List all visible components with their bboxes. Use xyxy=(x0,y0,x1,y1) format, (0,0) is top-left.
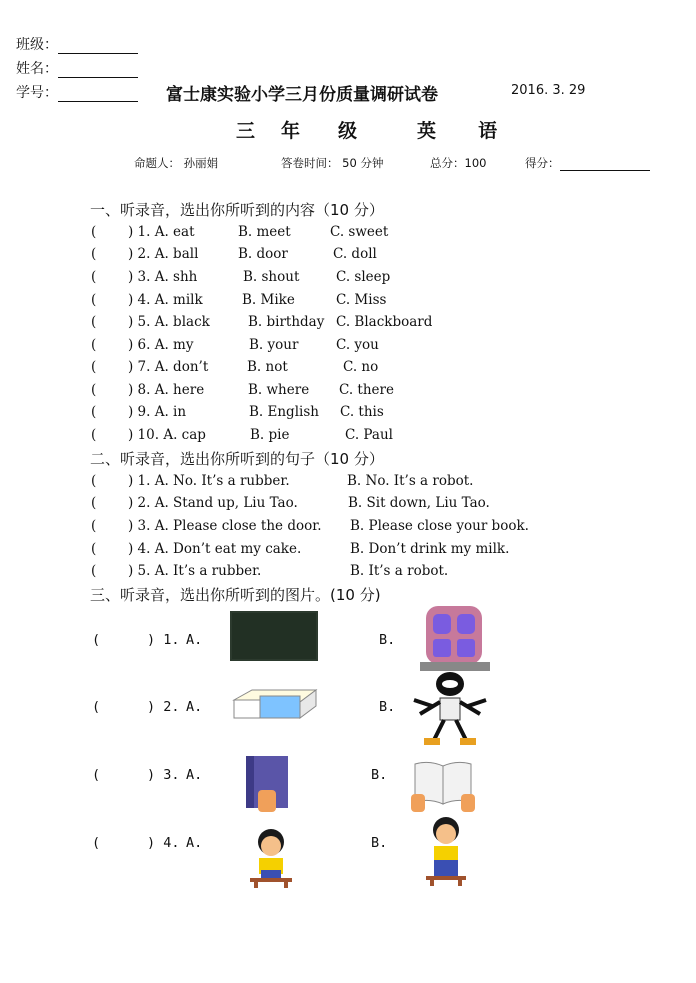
answer-bracket[interactable]: ( xyxy=(91,224,97,240)
question-option-b: B. not xyxy=(247,359,288,375)
question-option-b: B. shout xyxy=(243,269,300,285)
sentence-option-a: ) 5. A. It’s a rubber. xyxy=(128,563,262,579)
answer-bracket[interactable]: ( xyxy=(91,495,97,511)
answer-bracket[interactable]: ( xyxy=(91,292,97,308)
id-blank[interactable] xyxy=(58,87,138,102)
question-option-b: B. your xyxy=(249,337,299,353)
question-option-b: B. pie xyxy=(250,427,290,443)
answer-bracket[interactable]: ( xyxy=(91,404,97,420)
open-book-picture[interactable] xyxy=(411,758,475,814)
answer-bracket[interactable]: ( xyxy=(92,699,101,715)
question-option-a: ) 1. A. eat xyxy=(128,224,195,240)
question-option-c: C. this xyxy=(340,404,384,420)
answer-bracket[interactable]: ( xyxy=(91,541,97,557)
picture-option-a-label: A. xyxy=(186,835,203,851)
question-option-a: ) 9. A. in xyxy=(128,404,187,420)
question-option-b: B. door xyxy=(238,246,288,262)
sentence-option-b: B. Sit down, Liu Tao. xyxy=(348,495,490,511)
answer-bracket[interactable]: ( xyxy=(91,382,97,398)
question-option-c: C. sweet xyxy=(330,224,389,240)
answer-bracket[interactable]: ( xyxy=(91,314,97,330)
question-option-a: ) 5. A. black xyxy=(128,314,210,330)
question-option-a: ) 7. A. don’t xyxy=(128,359,209,375)
name-label: 姓名： xyxy=(16,61,58,77)
boy-sitting-picture[interactable] xyxy=(246,826,296,888)
answer-bracket[interactable]: ( xyxy=(91,563,97,579)
question-option-c: C. Miss xyxy=(336,292,387,308)
answer-bracket[interactable]: ( xyxy=(91,427,97,443)
answer-bracket[interactable]: ( xyxy=(91,246,97,262)
section2-title: 二、听录音，选出你所听到的句子（10 分） xyxy=(90,450,384,468)
question-option-a: ) 10. A. cap xyxy=(128,427,206,443)
sentence-option-b: B. Don’t drink my milk. xyxy=(350,541,510,557)
answer-bracket[interactable]: ( xyxy=(91,359,97,375)
sentence-option-a: ) 1. A. No. It’s a rubber. xyxy=(128,473,290,489)
question-option-c: C. Paul xyxy=(345,427,393,443)
answer-bracket[interactable]: ( xyxy=(91,269,97,285)
exam-author: 命题人： 孙丽娟 xyxy=(134,156,219,170)
score-field xyxy=(525,155,650,171)
school-title: 富士康实验小学三月份质量调研试卷 xyxy=(166,85,438,105)
question-option-b: B. English xyxy=(249,404,319,420)
robot-picture[interactable] xyxy=(412,670,488,748)
subtitle-char: 级 xyxy=(338,120,358,142)
question-option-c: C. doll xyxy=(333,246,377,262)
answer-bracket[interactable]: ( xyxy=(91,337,97,353)
answer-bracket[interactable]: ( xyxy=(92,632,101,648)
rubber-picture[interactable] xyxy=(230,686,318,722)
picture-option-a-label: A. xyxy=(186,699,203,715)
question-option-a: ) 6. A. my xyxy=(128,337,194,353)
blackboard-picture[interactable] xyxy=(230,611,318,661)
question-option-c: C. sleep xyxy=(336,269,391,285)
question-option-b: B. Mike xyxy=(242,292,295,308)
sentence-option-b: B. Please close your book. xyxy=(350,518,529,534)
question-option-c: C. there xyxy=(339,382,394,398)
picture-option-b-label: B. xyxy=(379,632,396,648)
picture-question-number: ) 4. xyxy=(147,835,180,851)
picture-option-b-label: B. xyxy=(371,767,388,783)
answer-bracket[interactable]: ( xyxy=(91,518,97,534)
picture-option-a-label: A. xyxy=(186,767,203,783)
sentence-option-b: B. No. It’s a robot. xyxy=(347,473,474,489)
answer-bracket[interactable]: ( xyxy=(92,835,101,851)
question-option-a: ) 2. A. ball xyxy=(128,246,199,262)
id-label: 学号： xyxy=(16,85,58,101)
answer-bracket[interactable]: ( xyxy=(92,767,101,783)
book-picture[interactable] xyxy=(240,754,294,816)
question-option-b: B. where xyxy=(248,382,310,398)
question-option-c: C. you xyxy=(336,337,379,353)
sentence-option-a: ) 2. A. Stand up, Liu Tao. xyxy=(128,495,298,511)
subtitle xyxy=(236,116,497,143)
exam-total: 总分：100 xyxy=(430,156,487,170)
question-option-c: C. no xyxy=(343,359,379,375)
picture-option-b-label: B. xyxy=(379,699,396,715)
picture-question-number: ) 1. xyxy=(147,632,180,648)
question-option-a: ) 8. A. here xyxy=(128,382,205,398)
boy-standing-picture[interactable] xyxy=(420,816,472,886)
picture-question-number: ) 3. xyxy=(147,767,180,783)
class-label: 班级： xyxy=(16,37,58,53)
answer-bracket[interactable]: ( xyxy=(91,473,97,489)
subtitle-char: 英 xyxy=(417,120,437,142)
class-field xyxy=(16,34,138,54)
score-label: 得分： xyxy=(525,156,560,170)
score-blank[interactable] xyxy=(560,158,650,171)
sentence-option-b: B. It’s a robot. xyxy=(350,563,449,579)
question-option-c: C. Blackboard xyxy=(336,314,433,330)
question-option-a: ) 4. A. milk xyxy=(128,292,203,308)
picture-question-number: ) 2. xyxy=(147,699,180,715)
exam-time: 答卷时间： 50 分钟 xyxy=(281,156,384,170)
window-picture[interactable] xyxy=(420,604,490,672)
exam-date: 2016. 3. 29 xyxy=(511,83,586,98)
name-blank[interactable] xyxy=(58,63,138,78)
section3-title: 三、听录音，选出你所听到的图片。(10 分) xyxy=(90,586,381,604)
question-option-b: B. birthday xyxy=(248,314,325,330)
subtitle-char: 年 xyxy=(281,120,301,142)
section1-title: 一、听录音，选出你所听到的内容（10 分） xyxy=(90,201,384,219)
subtitle-char: 语 xyxy=(478,120,498,142)
class-blank[interactable] xyxy=(58,39,138,54)
question-option-a: ) 3. A. shh xyxy=(128,269,198,285)
picture-option-b-label: B. xyxy=(371,835,388,851)
sentence-option-a: ) 3. A. Please close the door. xyxy=(128,518,322,534)
name-field xyxy=(16,58,138,78)
id-field xyxy=(16,82,138,102)
picture-option-a-label: A. xyxy=(186,632,203,648)
sentence-option-a: ) 4. A. Don’t eat my cake. xyxy=(128,541,302,557)
question-option-b: B. meet xyxy=(238,224,291,240)
subtitle-char: 三 xyxy=(236,120,256,142)
